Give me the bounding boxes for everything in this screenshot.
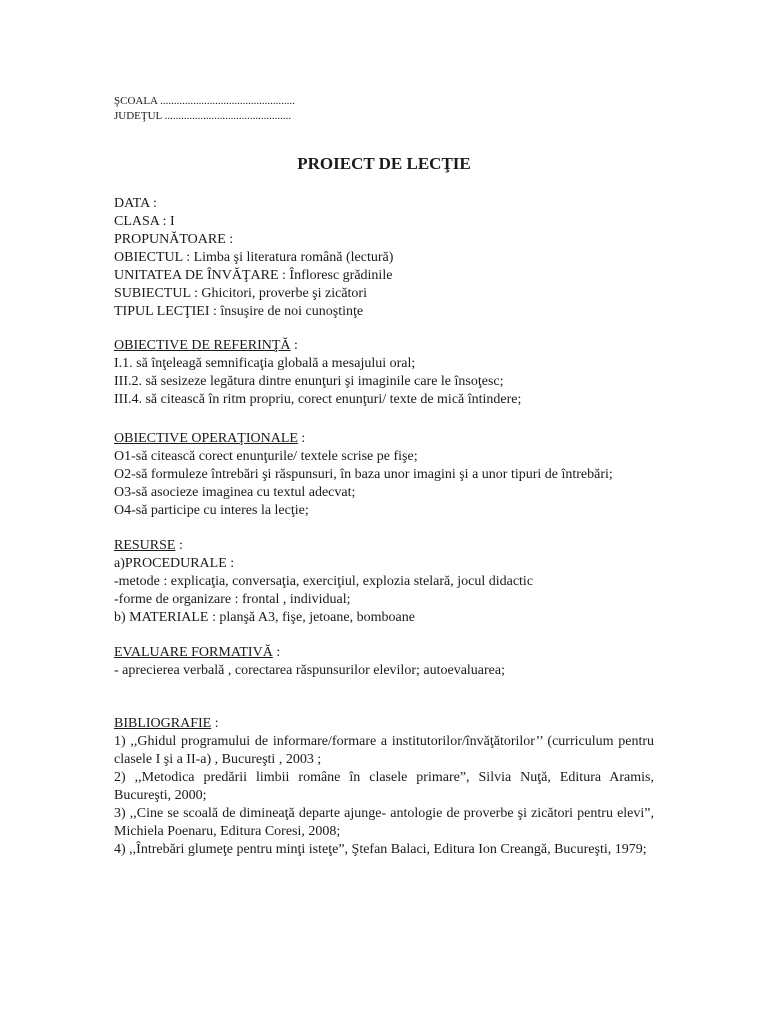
info-teacher: PROPUNĂTOARE : bbox=[114, 232, 234, 247]
section-heading bbox=[114, 430, 654, 448]
list-item: b) MATERIALE : planşă A3, fişe, jetoane, bomboane bbox=[114, 610, 415, 625]
bibliography-item: 3) ,,Cine se scoală de dimineaţă departe ajunge- antologie de proverbe şi zicători pentru elevi”, Michiela Poenaru, Editura Coresi, 2008; bbox=[114, 806, 654, 839]
heading-text: RESURSE bbox=[114, 538, 176, 553]
info-date: DATA : bbox=[114, 196, 157, 211]
list-item: O1-să citească corect enunţurile/ textele scrise pe fişe; bbox=[114, 449, 418, 464]
section-objectives-reference bbox=[114, 337, 654, 409]
list-item: -metode : explicaţia, conversaţia, exerciţiul, explozia stelară, jocul didactic bbox=[114, 574, 534, 589]
list-item: O2-să formuleze întrebări şi răspunsuri, în baza unor imagini şi a unor tipuri de întrebări; bbox=[114, 467, 613, 482]
heading-colon: : bbox=[290, 338, 298, 353]
lesson-info bbox=[114, 195, 654, 321]
heading-colon: : bbox=[211, 716, 219, 731]
info-lesson-type: TIPUL LECŢIEI : însuşire de noi cunoştinţe bbox=[114, 304, 364, 319]
section-evaluation bbox=[114, 644, 654, 680]
info-unit: UNITATEA DE ÎNVĂŢARE : Înfloresc grădinile bbox=[114, 268, 393, 283]
section-heading bbox=[114, 537, 654, 555]
list-item: O4-să participe cu interes la lecţie; bbox=[114, 503, 309, 518]
info-topic: SUBIECTUL : Ghicitori, proverbe şi zicători bbox=[114, 286, 367, 301]
info-subject: OBIECTUL : Limba şi literatura română (lectură) bbox=[114, 250, 394, 265]
section-heading bbox=[114, 715, 654, 733]
section-heading bbox=[114, 644, 654, 662]
bibliography-item: 4) ,,Întrebări glumeţe pentru minţi isteţe”, Ştefan Balaci, Editura Ion Creangă, Bucureşti, 1979; bbox=[114, 842, 647, 857]
list-item: a)PROCEDURALE : bbox=[114, 556, 235, 571]
list-item: I.1. să înţeleagă semnificaţia globală a mesajului oral; bbox=[114, 356, 416, 371]
heading-text: OBIECTIVE OPERAŢIONALE bbox=[114, 431, 298, 446]
info-class: CLASA : I bbox=[114, 214, 175, 229]
list-item: III.2. să sesizeze legătura dintre enunţuri şi imaginile care le însoţesc; bbox=[114, 374, 504, 389]
heading-text: OBIECTIVE DE REFERINŢĂ bbox=[114, 338, 291, 353]
document-title: PROIECT DE LECŢIE bbox=[297, 154, 471, 173]
heading-text: BIBLIOGRAFIE bbox=[114, 716, 212, 731]
bibliography-item: 1) ,,Ghidul programului de informare/formare a institutorilor/învăţătorilor’’ (curriculum pentru clasele I şi a II-a) , Bucureşti , 2003 ; bbox=[114, 734, 654, 767]
section-bibliography bbox=[114, 715, 654, 859]
list-item: -forme de organizare : frontal , individual; bbox=[114, 592, 351, 607]
heading-colon: : bbox=[297, 431, 306, 446]
heading-colon: : bbox=[272, 645, 281, 660]
section-objectives-operational bbox=[114, 430, 654, 520]
school-line: ŞCOALA ................................................. bbox=[114, 95, 295, 107]
heading-colon: : bbox=[175, 538, 183, 553]
heading-text: EVALUARE FORMATIVĂ bbox=[114, 645, 273, 660]
section-resources bbox=[114, 537, 654, 627]
list-item: O3-să asocieze imaginea cu textul adecvat; bbox=[114, 485, 356, 500]
list-item: III.4. să citească în ritm propriu, corect enunţuri/ texte de mică întindere; bbox=[114, 392, 522, 407]
section-heading bbox=[114, 337, 654, 355]
list-item: - aprecierea verbală , corectarea răspunsurilor elevilor; autoevaluarea; bbox=[114, 663, 505, 678]
bibliography-item: 2) ,,Metodica predării limbii române în clasele primare”, Silvia Nuţă, Editura Aramis, Bucureşti, 2000; bbox=[114, 770, 654, 803]
county-line: JUDEŢUL .............................................. bbox=[114, 110, 292, 122]
